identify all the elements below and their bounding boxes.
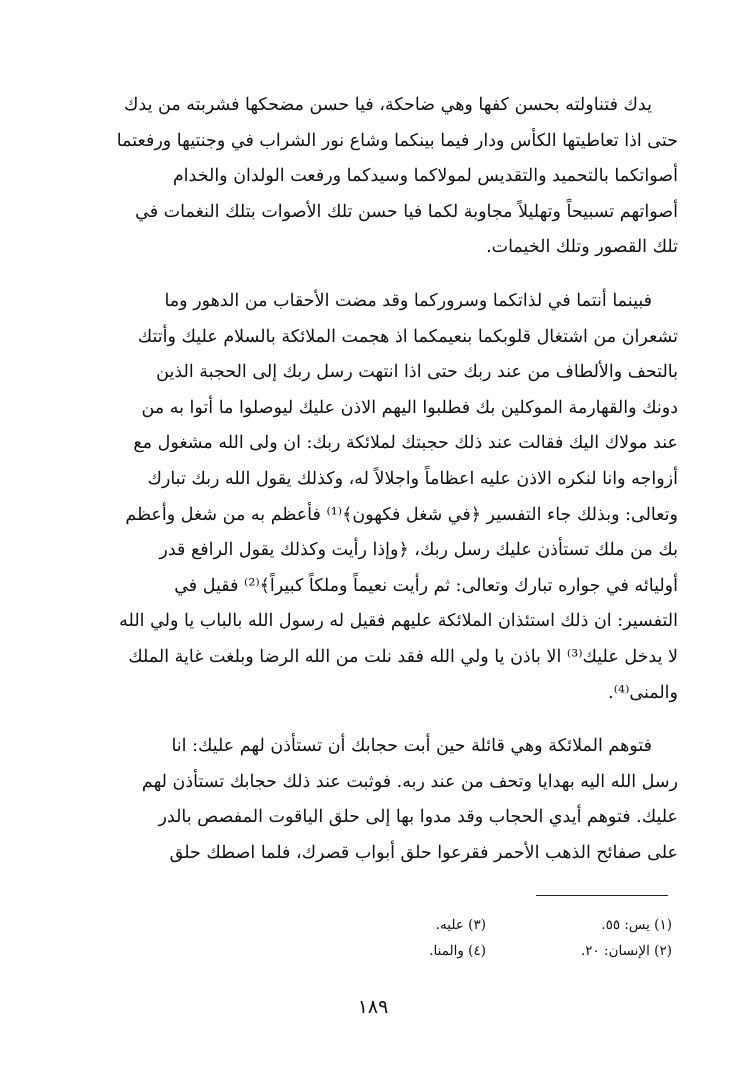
- text-line: على صفائح الذهب الأحمر فقرعوا حلق أبواب قصرك، فلما اصطك حلق: [169, 842, 678, 863]
- main-text: [78, 88, 678, 889]
- footnote-separator: [536, 895, 668, 896]
- text-line: تشعران من اشتغال قلوبكما بنعيمكما اذ هجمت الملائكة بالسلام عليك وأتتك: [137, 326, 678, 347]
- paragraph-3: [78, 729, 678, 871]
- footnote: (٣) عليه.: [435, 917, 486, 933]
- text-line: عند مولاك اليك فقالت عند ذلك حجبتك لملائكة ربك: ان ولى الله مشغول مع: [133, 433, 678, 454]
- text-line: أصواتهم تسبيحاً وتهليلاً مجاوبة لكما فيا حسن تلك الأصوات بتلك النغمات في: [135, 201, 678, 222]
- paragraph-1: [78, 88, 678, 266]
- text-line: أوليائه في جواره تبارك وتعالى: ثم رأيت نعيماً وملكاً كبيراً﴾⁽²⁾ فقيل في: [174, 575, 678, 596]
- text-line: حتى اذا تعاطيتها الكأس ودار فيما بينكما وشاع نور الشراب في وجنتيها ورفعتما: [116, 130, 678, 151]
- text-line: تلك القصور وتلك الخيمات.: [486, 237, 678, 258]
- text-line: أزواجه وانا لنكره الاذن عليه اعظاماً واجلالاً له، وكذلك يقول الله ربك تبارك: [147, 468, 678, 489]
- text-line: فتوهم الملائكة وهي قائلة حين أبت حجابك أن تستأذن لهم عليك: انا: [171, 736, 652, 757]
- text-line: التفسير: ان ذلك استئذان الملائكة عليهم فقيل له رسول الله بالباب يا ولي الله: [119, 611, 678, 632]
- text-line: أصواتكما بالتحميد والتقديس لمولاكما وسيدكما ورفعت الولدان والخدام: [172, 166, 678, 187]
- text-line: عليك. فتوهم أيدي الحجاب وقد مدوا بها إلى حلق الياقوت المفصص بالدر: [158, 807, 678, 828]
- text-line: بالتحف والألطاف من عند ربك حتى اذا انتهت رسل ربك إلى الحجبة الذين: [156, 362, 678, 383]
- text-line: وتعالى: وبذلك جاء التفسير ﴿في شغل فكهون﴾⁽¹⁾ فأعظم به من شغل وأعظم: [125, 504, 678, 525]
- page-number: ١٨٩: [357, 996, 389, 1018]
- text-line: فبينما أنتما في لذاتكما وسروركما وقد مضت الأحقاب من الدهور وما: [164, 290, 652, 311]
- footnote-row: [300, 912, 672, 938]
- text-line: بك من ملك تستأذن عليك رسل ربك، ﴿وإذا رأيت وكذلك يقول الرافع قدر: [159, 540, 678, 561]
- text-line: يدك فتناولته بحسن كفها وهي ضاحكة، فيا حسن مضحكها فشربته من يدك: [123, 95, 652, 115]
- footnote-row: [300, 938, 672, 964]
- text-line: رسل الله اليه بهدايا وتحف من عند ربه. فوثبت عند ذلك حجابك تستأذن لهم: [141, 771, 678, 792]
- text-line: والمنى⁽⁴⁾.: [608, 682, 678, 703]
- footnote: (١) يس: ٥٥.: [601, 917, 672, 933]
- text-line: لا يدخل عليك⁽³⁾ الا باذن يا ولي الله فقد نلت من الله الرضا وبلغت غاية الملك: [128, 646, 678, 667]
- paragraph-2: [78, 284, 678, 711]
- footnote: (٢) الإنسان: ٢٠.: [580, 943, 672, 959]
- text-line: دونك والقهارمة الموكلين بك فطلبوا اليهم الاذن عليك ليوصلوا ما أتوا به من: [141, 397, 678, 418]
- footnotes: [300, 912, 672, 964]
- footnote: (٤) والمنا.: [429, 943, 486, 959]
